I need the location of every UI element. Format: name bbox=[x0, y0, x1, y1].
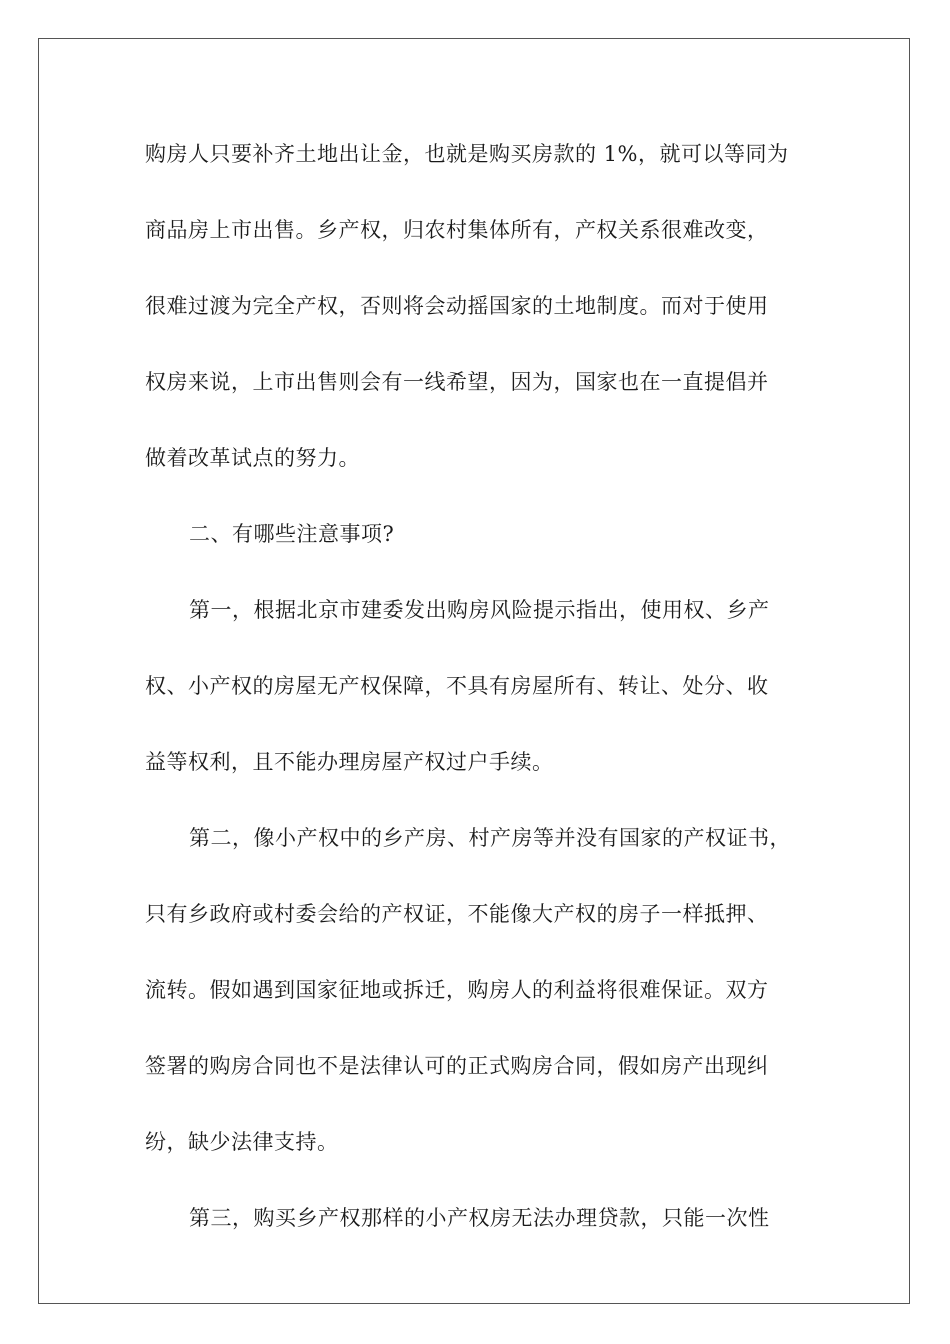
text-line: 权房来说，上市出售则会有一线希望，因为，国家也在一直提倡并 bbox=[145, 370, 769, 394]
text-line: 第一，根据北京市建委发出购房风险提示指出，使用权、乡产 bbox=[189, 598, 770, 622]
section-heading: 二、有哪些注意事项? bbox=[189, 522, 395, 546]
document-body bbox=[145, 128, 810, 1268]
text-line: 很难过渡为完全产权，否则将会动摇国家的土地制度。而对于使用 bbox=[145, 294, 769, 318]
text-line: 第三，购买乡产权那样的小产权房无法办理贷款，只能一次性 bbox=[189, 1206, 770, 1230]
text-line: 购房人只要补齐土地出让金，也就是购买房款的 1%，就可以等同为 bbox=[145, 142, 789, 166]
text-line: 流转。假如遇到国家征地或拆迁，购房人的利益将很难保证。双方 bbox=[145, 978, 769, 1002]
text-line: 益等权利，且不能办理房屋产权过户手续。 bbox=[145, 750, 554, 774]
text-line: 第二，像小产权中的乡产房、村产房等并没有国家的产权证书， bbox=[189, 826, 791, 850]
text-line: 权、小产权的房屋无产权保障，不具有房屋所有、转让、处分、收 bbox=[145, 674, 769, 698]
text-line: 做着改革试点的努力。 bbox=[145, 446, 360, 470]
text-line: 纷，缺少法律支持。 bbox=[145, 1130, 339, 1154]
text-line: 商品房上市出售。乡产权，归农村集体所有，产权关系很难改变， bbox=[145, 218, 769, 242]
text-line: 只有乡政府或村委会给的产权证，不能像大产权的房子一样抵押、 bbox=[145, 902, 769, 926]
text-line: 签署的购房合同也不是法律认可的正式购房合同，假如房产出现纠 bbox=[145, 1054, 769, 1078]
